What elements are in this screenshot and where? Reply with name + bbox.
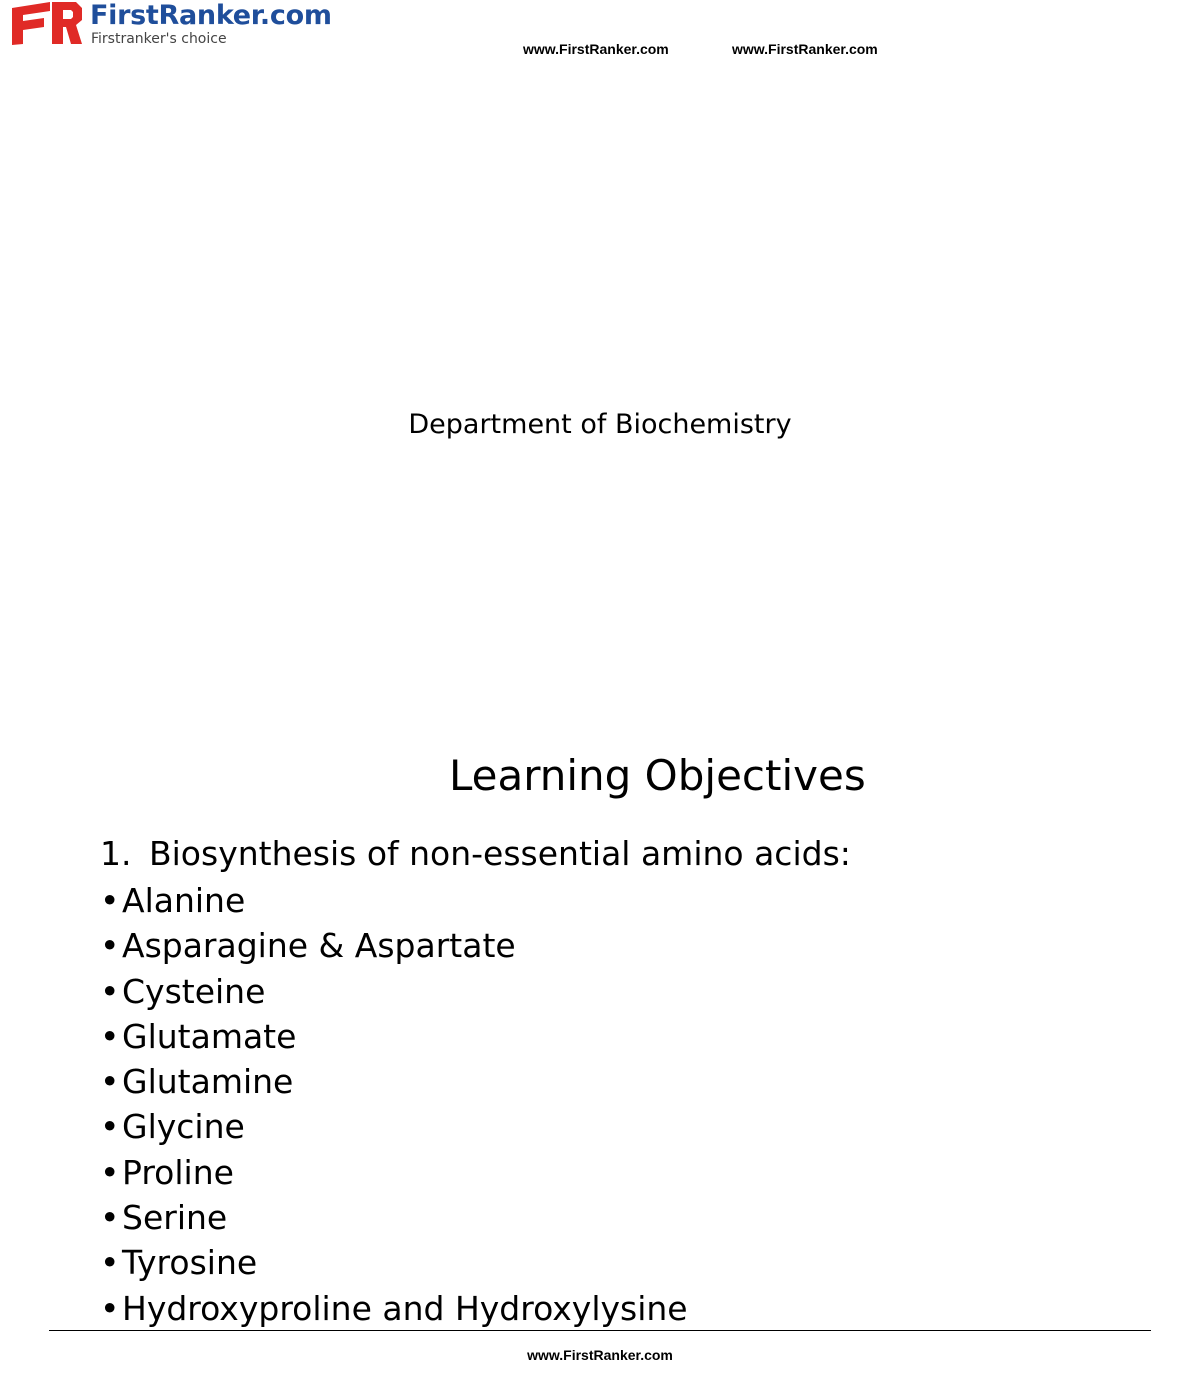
objective-line	[100, 834, 851, 873]
bullet-icon: •	[100, 1243, 120, 1283]
list-item	[100, 1059, 688, 1104]
list-item	[100, 1104, 688, 1149]
bullet-icon: •	[100, 926, 120, 966]
bullet-icon: •	[100, 881, 120, 920]
header-url[interactable]: www.FirstRanker.com	[523, 41, 669, 57]
header-url[interactable]: www.FirstRanker.com	[732, 41, 878, 57]
list-item-text: Serine	[122, 1198, 228, 1238]
list-item-text: Cysteine	[122, 971, 266, 1011]
bullet-icon: •	[100, 1198, 120, 1238]
list-item-text: Hydroxyproline and Hydroxylysine	[122, 1288, 688, 1328]
list-item-text: Tyrosine	[122, 1243, 258, 1283]
list-item-text: Glutamate	[122, 1016, 297, 1056]
bullet-icon: •	[100, 971, 120, 1011]
list-item	[100, 969, 688, 1014]
bullet-icon: •	[100, 1288, 120, 1328]
list-item	[100, 923, 688, 968]
objective-number: 1.	[100, 834, 132, 873]
list-item-text: Proline	[122, 1152, 234, 1192]
footer-url[interactable]: www.FirstRanker.com	[527, 1347, 673, 1363]
list-item	[100, 878, 688, 923]
bullet-icon: •	[100, 1152, 120, 1192]
bullet-icon: •	[100, 1016, 120, 1056]
firstranker-logo[interactable]	[10, 0, 332, 50]
learning-objectives-heading: Learning Objectives	[449, 751, 866, 800]
logo-brand-name: FirstRanker.com	[90, 0, 332, 31]
amino-acid-list	[100, 878, 688, 1331]
bullet-icon: •	[100, 1107, 120, 1147]
list-item-text: Glutamine	[122, 1062, 294, 1102]
list-item	[100, 1240, 688, 1285]
bullet-icon: •	[100, 1062, 120, 1102]
list-item-text: Alanine	[122, 881, 246, 920]
logo-tagline: Firstranker's choice	[91, 31, 227, 47]
department-title: Department of Biochemistry	[408, 409, 792, 440]
list-item	[100, 1014, 688, 1059]
list-item-text: Asparagine & Aspartate	[122, 926, 516, 966]
list-item-text: Glycine	[122, 1107, 245, 1147]
list-item	[100, 1286, 688, 1331]
objective-text: Biosynthesis of non-essential amino acids:	[149, 834, 851, 873]
footer-divider	[49, 1330, 1151, 1331]
list-item	[100, 1150, 688, 1195]
firstranker-logo-mark-icon	[10, 2, 84, 46]
list-item	[100, 1195, 688, 1240]
